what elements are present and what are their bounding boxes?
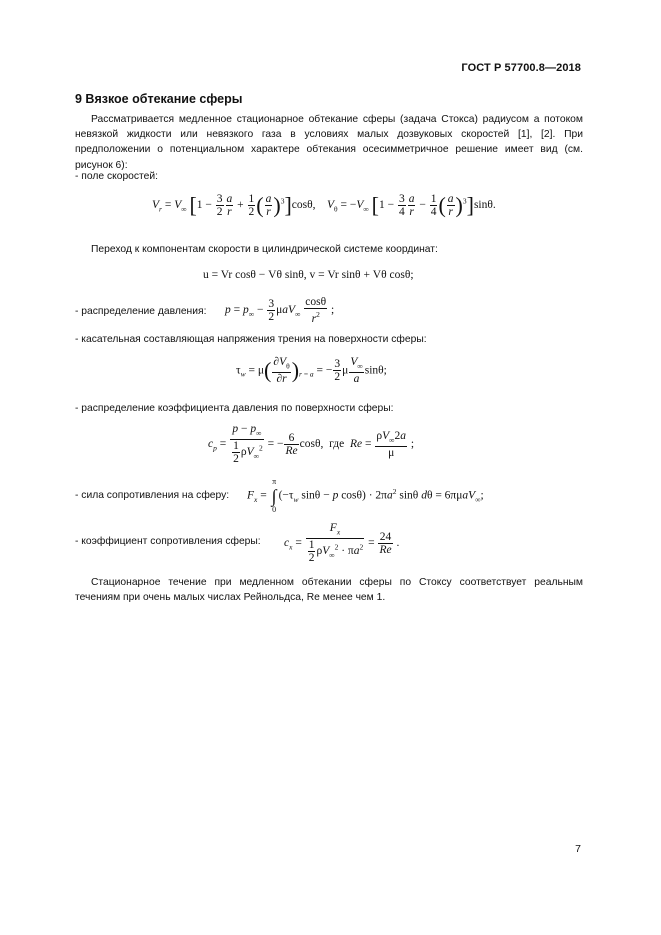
cylindrical-velocity-equation: u = Vr cosθ − Vθ sinθ, v = Vr sinθ + Vθ cosθ; — [203, 269, 414, 281]
section-title: 9 Вязкое обтекание сферы — [75, 92, 243, 106]
standard-header: ГОСТ Р 57700.8—2018 — [461, 62, 581, 74]
shear-equation: $\tau_w = \mu$( $\frac{\partial V_\theta}{\partial r}$ )$_{r = a}$ = − $\frac{3}{2}$ μ $\frac{V_\infty}{a}$ sinθ; — [236, 356, 387, 386]
pressure-coef-label: - распределение коэффициента давления по поверхности сферы: — [75, 403, 394, 414]
shear-label: - касательная составляющая напряжения трения на поверхности сферы: — [75, 334, 427, 345]
conclusion-paragraph — [75, 575, 583, 605]
drag-coef-label: - коэффициент сопротивления сферы: — [75, 536, 261, 547]
intro-paragraph — [75, 112, 583, 173]
velocity-field-equation: $V_r = V_\infty$ [1 − $\frac{3}{2}$ $\frac{a}{r}$ + $\frac{1}{2}$ ( $\frac{a}{r}$ )$^3$]cosθ, $V_\theta = -V_\infty$ [1 − $\frac{3}{4}$ $\frac{a}{r}$ − $\frac{1}{4}$ ( $\frac{a}{r}$ )$^3$]sinθ. — [152, 192, 496, 218]
pressure-coef-equation: $c_p$ = $p - p_\infty$ $\frac{1}{2}$ $\rho V_\infty^2$ = − $\frac{6}{Re}$ cosθ, где Re = $\frac{\rho V_\infty 2a}{\mu}$ ; — [208, 423, 415, 466]
drag-coef-equation: $c_x$ = $F_x$ $\frac{1}{2}$ $\rho V_\infty^2 \cdot \pi a^2$ = $\frac{24}{Re}$ . — [284, 522, 400, 565]
velocity-field-label: - поле скоростей: — [75, 171, 158, 182]
where-word: где — [329, 437, 345, 450]
transition-text: Переход к компонентам скорости в цилиндрической системе координат: — [91, 244, 438, 255]
pressure-label: - распределение давления: — [75, 306, 207, 317]
pressure-equation: $p = p_\infty$ − $\frac{3}{2}$ μaV$_\infty$ $\frac{\cos\theta}{r^2}$ ; — [225, 296, 335, 325]
drag-force-label: - сила сопротивления на сферу: — [75, 490, 230, 501]
intro-text: Рассматривается медленное стационарное обтекание сферы (задача Стокса) радиусом a потоком невязкой жидкости или невязкого газа в условиях малых дозвуковых скоростей [1], [2]. При предположении о потенциальном характере обтекания осесимметричное решение имеет вид (см. рисунок 6): — [75, 114, 583, 171]
conclusion-text: Стационарное течение при медленном обтекании сферы по Стоксу соответствует реальным течениям при очень малых числах Рейнольдса, Re менее чем 1. — [75, 577, 583, 604]
page-number: 7 — [575, 843, 581, 855]
drag-force-equation: $F_x$ = π ∫ 0 ($-\tau_w$ sinθ − p $\cos\theta) \cdot 2\pi a^2$ sinθ dθ = 6πμaV$_\infty$; — [247, 477, 484, 514]
